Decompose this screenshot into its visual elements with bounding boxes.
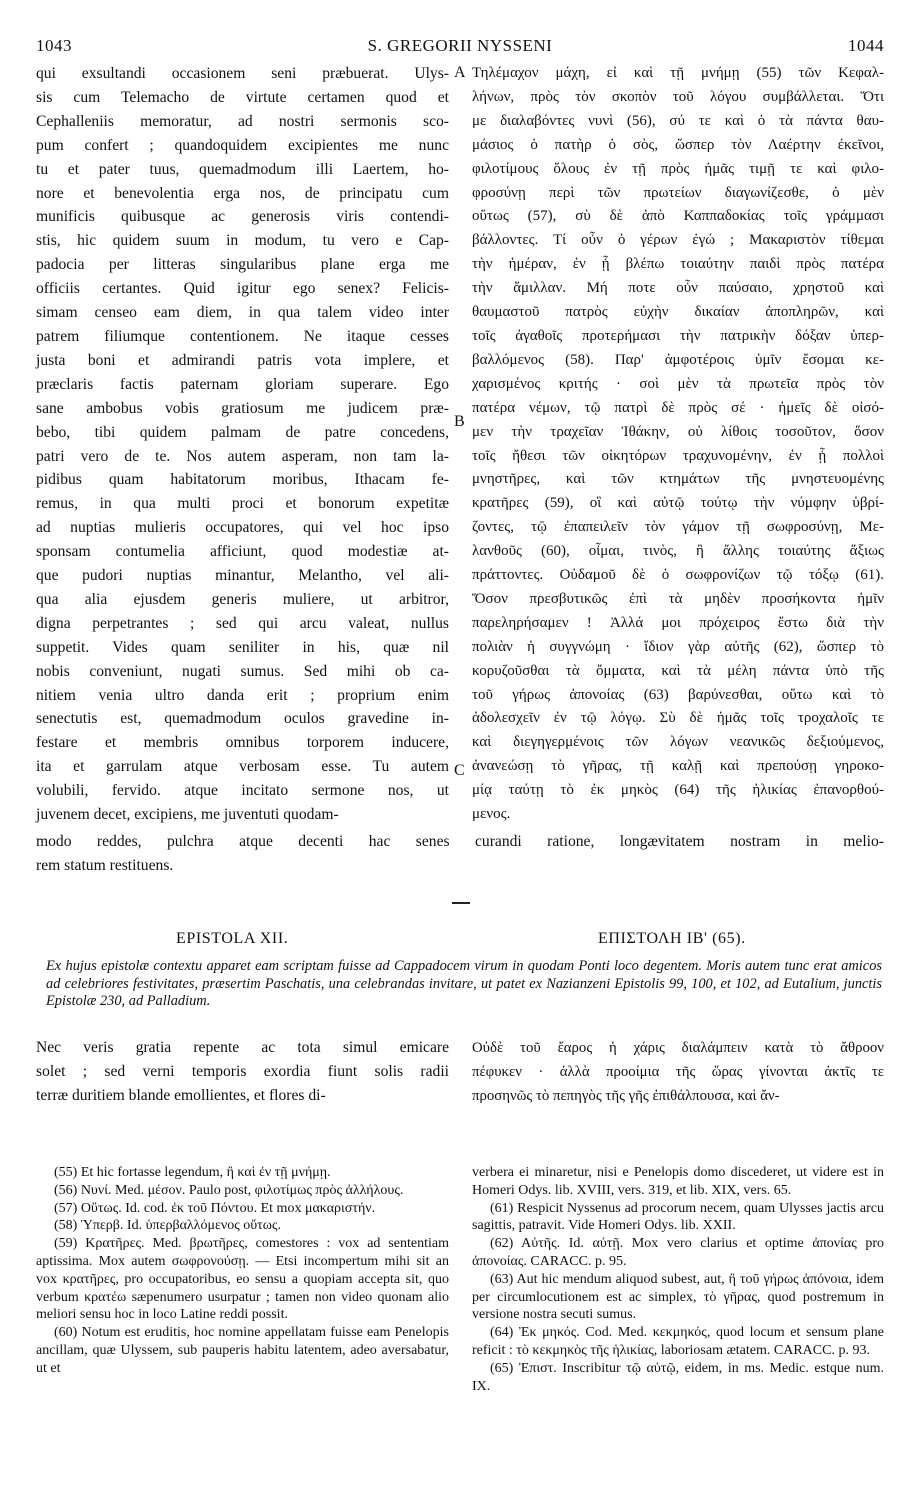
footnote: (60) Notum est eruditis, hoc nomine appellatam fuisse eam Penelopis ancillam, quæ Ulyssem, sub pauperis habitu latentem, adeo aversabatur, ut et xyxy=(36,1325,449,1376)
epistola-latin-title: EPISTOLA XII. xyxy=(176,930,289,947)
greek-text-line: ἀνανεώσῃ τὸ γῆρας, τῇ καλῇ καὶ πρεπούσῃ γηροκο- xyxy=(472,758,884,775)
latin-text-line: Cephalleniis memoratur, ad nostri sermonis sco- xyxy=(36,112,449,130)
footnote: (63) Aut hic mendum aliquod subest, aut, ἢ τοῦ γήρως ἀπόνοια, idem per circumlocutionem est ac simplex, τὸ γῆρας, quod postremum in versione nostra secuti sumus. xyxy=(472,1271,884,1323)
latin-full-width-text xyxy=(36,830,884,878)
greek-text-line: τὴν ἅμιλλαν. Μή ποτε οὖν παύσαιο, χρηστοῦ καὶ xyxy=(472,280,884,297)
latin-column xyxy=(36,62,449,827)
epistola-greek-text xyxy=(472,1036,884,1108)
greek-text-line: ζοντες, τῷ ἐπαπειλεῖν τὸν γάμον τῇ σωφροσύνῃ, Με- xyxy=(472,519,884,536)
latin-text-line: qua alia ejusdem generis muliere, ut arbitror, xyxy=(36,590,449,608)
greek-text-line: τὴν ἡμέραν, ἐν ᾗ βλέπω τοιαύτην παιδὶ πρὸς πατέρα xyxy=(472,256,884,273)
epistola-greek-line: πέφυκεν · ἀλλὰ προοίμια τῆς ὥρας γίνονται ἀκτῖς τε xyxy=(472,1064,884,1080)
greek-text-line: Τηλέμαχον μάχη, εἰ καὶ τῇ μνήμῃ (55) τῶν Κεφαλ- xyxy=(472,65,884,81)
latin-text-line: patri vero de te. Nos autem asperam, non tam la- xyxy=(36,447,449,465)
latin-text-line: bebo, tibi quidem palmam de patre concedens, xyxy=(36,423,449,441)
greek-text-line: πράττοντες. Οὐδαμοῦ δὲ ὁ σωφρονίζων τῷ τόξῳ (61). xyxy=(472,567,884,584)
latin-text-line: patrem filiumque contentionem. Ne itaque cesses xyxy=(36,327,449,345)
greek-text-line: λήνων, πρὸς τὸν σκοπὸν τοῦ λόγου συμβάλλεται. Ὅτι xyxy=(472,88,884,105)
latin-text-line: que pudori nuptias minantur, Melantho, vel ali- xyxy=(36,567,449,585)
latin-text-line: sponsam contumelia afficiunt, quod modestiæ at- xyxy=(36,543,449,561)
footnote: (61) Respicit Nyssenus ad procorum necem, quam Ulysses jactis arcu sagittis, patravit. Vide Homeri Odys. lib. XXII. xyxy=(472,1200,884,1234)
footnote: (59) Κρατῆρες. Med. βρωτῆρες, comestores : vox ad sententiam aptissima. Mox autem σωφρονούσῃ. — Etsi incompertum mihi sit an vox κρατῆρες, pro occupatoribus, eo sensu a quopiam accepta sit, quo verbum κρατέω sæpenumero usurpatur ; tamen non video quonam alio meliori sensu hoc in loco Latine reddi possit. xyxy=(36,1236,449,1323)
latin-text-line: justa boni et admirandi patris vota implere, et xyxy=(36,351,449,369)
epistola-latin-text xyxy=(36,1036,449,1108)
latin-full-line: modo reddes, pulchra atque decenti hac senes curandi ratione, longævitatem nostram in melio- xyxy=(36,833,884,850)
greek-text-line: πατέρα νέμων, τῷ πατρὶ δὲ πρὸς σέ · ἡμεῖς δὲ οἰσό- xyxy=(472,399,884,416)
running-title: S. GREGORII NYSSENI xyxy=(367,36,553,55)
epistola-summary: Ex hujus epistolæ contextu apparet eam scriptam fuisse ad Cappadocem virum in quodam Ponti loco degentem. Moris autem tunc erat amicos ad celebriores festivitates, præsertim Paschatis, una celebrandas invitare, ut patet ex Nazianzeni Epistolis 99, 100, et 102, ad Eutalium, junctis Epistolæ 230, ad Palladium. xyxy=(46,958,882,1009)
footnote: (64) Ἐκ μηκός. Cod. Med. κεκμηκός, quod locum et sensum plane reficit : τὸ κεκμηκὸς τῆς ἡλικίας, laboriosam ætatem. CARACC. p. 93. xyxy=(472,1325,884,1358)
greek-text-line: κορυζοῦσθαι τὰ ὄμματα, καὶ τὰ μέλη πάντα ὑπὸ τῆς xyxy=(472,662,884,679)
greek-text-line: μενος. xyxy=(472,806,511,823)
footnote: (57) Οὕτως. Id. cod. ἐκ τοῦ Πόντου. Et mox μακαριστήν. xyxy=(54,1200,376,1216)
greek-text-line: μνηστῆρες, καὶ τῶν κτημάτων τῆς μνηστευομένης xyxy=(472,471,884,488)
greek-text-line: βάλλοντες. Τί οὖν ὁ γέρων ἐγώ ; Μακαριστὸν τίθεμαι xyxy=(472,232,884,249)
latin-text-line: nobis conveniunt, nugati sumus. Sed mihi ob ca- xyxy=(36,662,449,680)
footnote: (56) Νυνί. Med. μέσον. Paulo post, φιλοτίμως πρὸς ἀλλήλους. xyxy=(54,1182,404,1198)
latin-text-line: juvenem decet, excipiens, me juventuti quodam- xyxy=(36,806,339,824)
greek-text-line: μεν τὴν τραχεῖαν Ἰθάκην, οὐ λίθοις τοσοῦτον, ὅσον xyxy=(472,423,884,440)
greek-text-line: χαρισμένος κριτής · σοὶ μὲν τὰ πρωτεῖα πρὸς τὸν xyxy=(472,375,884,392)
greek-column xyxy=(472,62,884,827)
footnote: (58) Ὑπερβ. Id. ὑπερβαλλόμενος οὕτως. xyxy=(54,1218,282,1234)
greek-text-line: βαλλόμενος (58). Παρ' ἀμφοτέροις ὑμῖν ἔσομαι κε- xyxy=(472,351,884,368)
margin-letter-a: A xyxy=(454,64,466,81)
latin-text-line: munificis quibusque ac generosis viris contendi- xyxy=(36,208,449,226)
latin-text-line: simam censeo eam diem, in qua talem video inter xyxy=(36,304,449,322)
greek-text-line: κρατῆρες (59), οἳ καὶ αὐτῷ τούτῳ τὴν νύμφην ὑβρί- xyxy=(472,495,884,512)
latin-text-line: stis, hic quidem suum in modum, tu vero e Cap- xyxy=(36,232,449,250)
greek-text-line: Ὅσον πρεσβυτικῶς ἐπὶ τὰ μηδὲν προσήκοντα ἡμῖν xyxy=(472,590,884,607)
footnotes-right xyxy=(472,1164,884,1395)
latin-text-line: pidibus quam habitatorum moribus, Ithacam fe- xyxy=(36,471,449,489)
greek-text-line: λανθοῦς (60), οἶμαι, τινὸς, ἢ ἄλλης τοιαύτης ἄξιως xyxy=(472,543,884,560)
greek-text-line: παρεληρήσαμεν ! Ἀλλά μοι πρόχειρος ἔστω διὰ τὴν xyxy=(472,614,884,631)
latin-text-line: nore et benevolentia erga nos, de principatu cum xyxy=(36,184,449,202)
greek-text-line: φιλοτίμους ὅλους ἐν τῇ πρὸς ἡμᾶς τιμῇ τε καὶ φιλο- xyxy=(472,160,884,177)
latin-text-line: nitiem venia ultro danda erit ; proprium enim xyxy=(36,686,449,704)
epistola-greek-line: προσηνῶς τὸ πεπηγὸς τῆς γῆς ἐπιθάλπουσα, καὶ ἄν- xyxy=(472,1088,780,1104)
greek-text-line: μάσιος ὁ πατὴρ ὁ σὸς, ὥσπερ τὸν Λαέρτην ἐκεῖνοι, xyxy=(472,136,884,153)
page-number-right: 1044 xyxy=(848,36,884,55)
latin-text-line: suppetit. Vides quam seniliter in his, quæ nil xyxy=(36,638,449,656)
latin-text-line: præclaris factis paternam gloriam superare. Ego xyxy=(36,375,449,393)
epistola-greek-line: Οὐδὲ τοῦ ἔαρος ἡ χάρις διαλάμπειν κατὰ τὸ ἄθροον xyxy=(472,1040,884,1056)
latin-text-line: ad nuptias mulieris occupatores, qui vel hoc ipso xyxy=(36,519,449,537)
latin-text-line: ita et garrulam atque verbosam esse. Tu autem xyxy=(36,758,449,776)
latin-text-line: sane ambobus vobis gratiosum me judicem præ- xyxy=(36,399,449,417)
margin-letter-b: B xyxy=(454,413,465,430)
section-divider xyxy=(452,902,470,904)
epistola-latin-line: terræ duritiem blande emollientes, et flores di- xyxy=(36,1087,326,1104)
greek-text-line: θαυμαστοῦ πατρὸς εὐχὴν δικαίαν ἀποπληρῶν, καὶ xyxy=(472,304,884,321)
greek-text-line: φροσύνῃ περὶ τῶν πρωτείων διαγωνίζεσθε, ὁ μὲν xyxy=(472,184,884,201)
latin-text-line: tu et pater tuus, quemadmodum illi Laertem, ho- xyxy=(36,160,449,178)
greek-text-line: πολιὰν ἡ συγγνώμη · ἴδιον γὰρ αὐτῆς (62), ὥσπερ τὸ xyxy=(472,638,884,655)
greek-text-line: τοῦ γήρως ἀπονοίας (63) βαρύνεσθαι, οὕτω καὶ τὸ xyxy=(472,686,884,703)
greek-text-line: με διαλαβόντες νυνὶ (56), σύ τε καὶ ὁ τὰ πάντα θαυ- xyxy=(472,112,884,129)
latin-text-line: senectutis est, quemadmodum oculos gravedine in- xyxy=(36,710,449,728)
page-header xyxy=(36,36,884,58)
latin-text-line: pum confert ; quandoquidem excipientes me nunc xyxy=(36,136,449,154)
latin-text-line: officiis certantes. Quid igitur ego senex? Felicis- xyxy=(36,280,449,298)
footnote: (55) Et hic fortasse legendum, ἢ καὶ ἐν τῇ μνήμῃ. xyxy=(54,1165,331,1180)
latin-text-line: sis cum Telemacho de virtute certamen quod et xyxy=(36,88,449,106)
footnotes-left xyxy=(36,1164,449,1378)
latin-text-line: qui exsultandi occasionem seni præbuerat. Ulys- xyxy=(36,65,449,82)
footnote: verbera ei minaretur, nisi e Penelopis domo discederet, ut videre est in Homeri Odys. lib. XVIII, vers. 319, et lib. XIX, vers. 65. xyxy=(472,1165,884,1198)
greek-text-line: τοῖς ἤθεσι τῶν οἰκητόρων τραχυνομένην, ἐν ᾗ πολλοὶ xyxy=(472,447,884,464)
margin-letter-c: C xyxy=(454,762,465,779)
greek-text-line: οὕτως (57), σὺ δὲ ἀπὸ Καππαδοκίας τοῖς γράμμασι xyxy=(472,208,884,225)
page-number-left: 1043 xyxy=(36,36,72,55)
latin-text-line: digna perpetrantes ; sed qui arcu valeat, nullus xyxy=(36,614,449,632)
latin-text-line: volubili, fervido. atque incitato sermone nos, ut xyxy=(36,782,449,800)
greek-text-line: τοῖς ἀγαθοῖς προτερήμασι τὴν πατρικὴν δόξαν ὑπερ- xyxy=(472,327,884,344)
epistola-latin-line: Nec veris gratia repente ac tota simul emicare xyxy=(36,1039,449,1056)
latin-text-line: padocia per litteras singularibus plane erga me xyxy=(36,256,449,274)
epistola-greek-title: ΕΠΙΣΤΟΛΗ ΙΒ' (65). xyxy=(598,930,746,947)
footnote: (65) Ἐπιστ. Inscribitur τῷ αὐτῷ, eidem, in ms. Medic. estque num. IX. xyxy=(472,1360,884,1394)
greek-text-line: ἀδολεσχεῖν ἐν τῷ λόγῳ. Σὺ δὲ ἡμᾶς τοῖς τροχαλοῖς τε xyxy=(472,710,884,727)
greek-text-line: μίᾳ ταύτῃ τὸ ἐκ μηκὸς (64) τῆς ἡλικίας ἐπανορθού- xyxy=(472,782,884,799)
latin-text-line: remus, in qua multi proci et bonorum expetitæ xyxy=(36,495,449,513)
latin-full-line-2: rem statum restituens. xyxy=(36,857,174,874)
epistola-latin-line: solet ; sed verni temporis exordia fiunt solis radii xyxy=(36,1063,449,1080)
greek-text-line: καὶ διεγηγερμένοις τῶν λόγων νεανικῶς δεξιούμενος, xyxy=(472,734,884,751)
latin-text-line: festare et membris omnibus torporem inducere, xyxy=(36,734,449,752)
footnote: (62) Αὐτῆς. Id. αὐτῇ. Mox vero clarius et optime ἀπονίας pro ἀπονοίας. CARACC. p. 95. xyxy=(472,1236,884,1269)
